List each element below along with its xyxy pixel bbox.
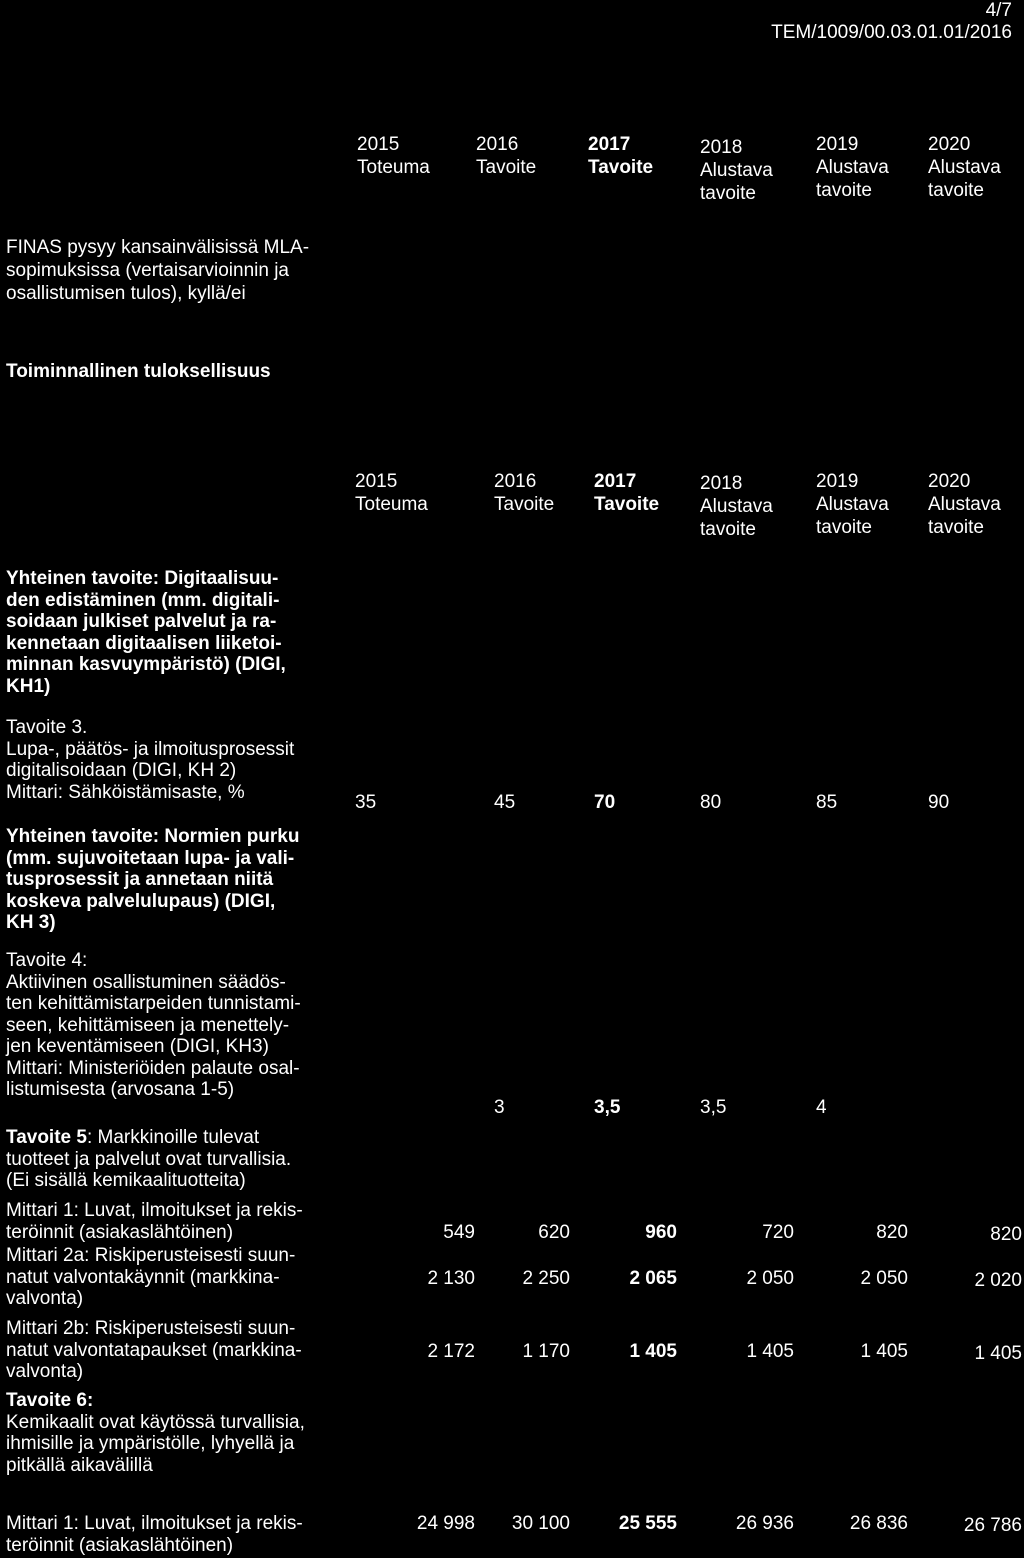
value-2020: 26 786	[963, 1515, 1022, 1536]
col-header-2018: 2018 Alustava tavoite	[700, 137, 773, 204]
value-2016: 2 250	[522, 1268, 570, 1289]
section-heading: Toiminnallinen tuloksellisuus	[6, 361, 271, 382]
value-2015: 24 998	[416, 1513, 475, 1534]
col-header-2015: 2015 Toteuma	[355, 471, 428, 515]
value-2015: 2 172	[427, 1341, 475, 1362]
finas-row-text: FINAS pysyy kansainvälisissä MLA- sopimuksissa (vertaisarvioinnin ja osallistumisen tulos), kyllä/ei	[6, 237, 310, 304]
col-header-2016: 2016 Tavoite	[494, 471, 555, 515]
col-header-2020: 2020 Alustava tavoite	[928, 134, 1001, 201]
value-2017: 70	[594, 792, 616, 813]
value-2020: 1 405	[974, 1343, 1022, 1364]
value-2016: 620	[538, 1222, 570, 1243]
value-2019: 85	[816, 792, 838, 813]
value-2017: 3,5	[594, 1097, 621, 1118]
col-header-2018: 2018 Alustava tavoite	[700, 473, 773, 540]
col-header-2020: 2020 Alustava tavoite	[928, 471, 1001, 538]
page-number: 4/7	[985, 0, 1012, 21]
value-2017: 25 555	[618, 1513, 677, 1534]
value-2018: 3,5	[700, 1097, 727, 1118]
digi-common-goal: Yhteinen tavoite: Digitaalisuu- den edistäminen (mm. digitali- soidaan julkiset palvelut ja ra- kennetaan digitaalisen liiketoi- minnan kasvuympäristö) (DIGI, KH1)	[6, 568, 286, 697]
value-2020: 90	[928, 792, 950, 813]
metric-5-1-text: Mittari 1: Luvat, ilmoitukset ja rekis- teröinnit (asiakaslähtöinen)	[6, 1200, 303, 1243]
value-2019: 4	[816, 1097, 827, 1118]
metric-5-2a-text: Mittari 2a: Riskiperusteisesti suun- natut valvontakäynnit (markkina- valvonta)	[6, 1245, 296, 1309]
col-header-2016: 2016 Tavoite	[476, 134, 537, 178]
document-reference: TEM/1009/00.03.01.01/2016	[771, 22, 1012, 43]
value-2018: 2 050	[746, 1268, 794, 1289]
normit-common-goal: Yhteinen tavoite: Normien purku (mm. sujuvoitetaan lupa- ja vali- tusprosessit ja annetaan niitä koskeva palvelulupaus) (DIGI, KH 3)	[6, 826, 300, 933]
value-2018: 1 405	[746, 1341, 794, 1362]
value-2015: 549	[443, 1222, 475, 1243]
value-2016: 45	[494, 792, 516, 813]
col-header-2019: 2019 Alustava tavoite	[816, 134, 889, 201]
value-2019: 1 405	[860, 1341, 908, 1362]
metric-5-2b-text: Mittari 2b: Riskiperusteisesti suun- natut valvontatapaukset (markkina- valvonta)	[6, 1318, 302, 1382]
metric-6-1-text: Mittari 1: Luvat, ilmoitukset ja rekis- teröinnit (asiakaslähtöinen)	[6, 1513, 303, 1556]
value-2015: 2 130	[427, 1268, 475, 1289]
value-2017: 960	[645, 1222, 677, 1243]
goal-6-text: Tavoite 6: Kemikaalit ovat käytössä turvallisia, ihmisille ja ympäristölle, lyhyellä ja pitkällä aikavälillä	[6, 1390, 305, 1476]
col-header-2015: 2015 Toteuma	[357, 134, 430, 178]
value-2019: 2 050	[860, 1268, 908, 1289]
goal-3-text: Tavoite 3. Lupa-, päätös- ja ilmoitusprosessit digitalisoidaan (DIGI, KH 2) Mittari: Sähköistämisaste, %	[6, 717, 295, 803]
value-2019: 26 836	[849, 1513, 908, 1534]
goal-4-text: Tavoite 4: Aktiivinen osallistuminen säädös- ten kehittämistarpeiden tunnistami- seen, kehittämiseen ja menettely- jen keventämiseen (DIGI, KH3) Mittari: Ministeriöiden palaute osal- listumisesta (arvosana 1-5)	[6, 950, 301, 1100]
value-2019: 820	[876, 1222, 908, 1243]
value-2016: 3	[494, 1097, 505, 1118]
value-2017: 2 065	[629, 1268, 677, 1289]
value-2016: 30 100	[511, 1513, 570, 1534]
goal-5-text: Tavoite 5: Markkinoille tulevat tuotteet ja palvelut ovat turvallisia. (Ei sisällä kemikaalituotteita)	[6, 1127, 292, 1191]
value-2018: 80	[700, 792, 722, 813]
value-2018: 26 936	[735, 1513, 794, 1534]
col-header-2017: 2017 Tavoite	[588, 134, 654, 178]
value-2015: 35	[355, 792, 377, 813]
value-2018: 720	[762, 1222, 794, 1243]
value-2017: 1 405	[629, 1341, 677, 1362]
value-2020: 820	[990, 1224, 1022, 1245]
col-header-2017: 2017 Tavoite	[594, 471, 660, 515]
col-header-2019: 2019 Alustava tavoite	[816, 471, 889, 538]
value-2020: 2 020	[974, 1270, 1022, 1291]
value-2016: 1 170	[522, 1341, 570, 1362]
